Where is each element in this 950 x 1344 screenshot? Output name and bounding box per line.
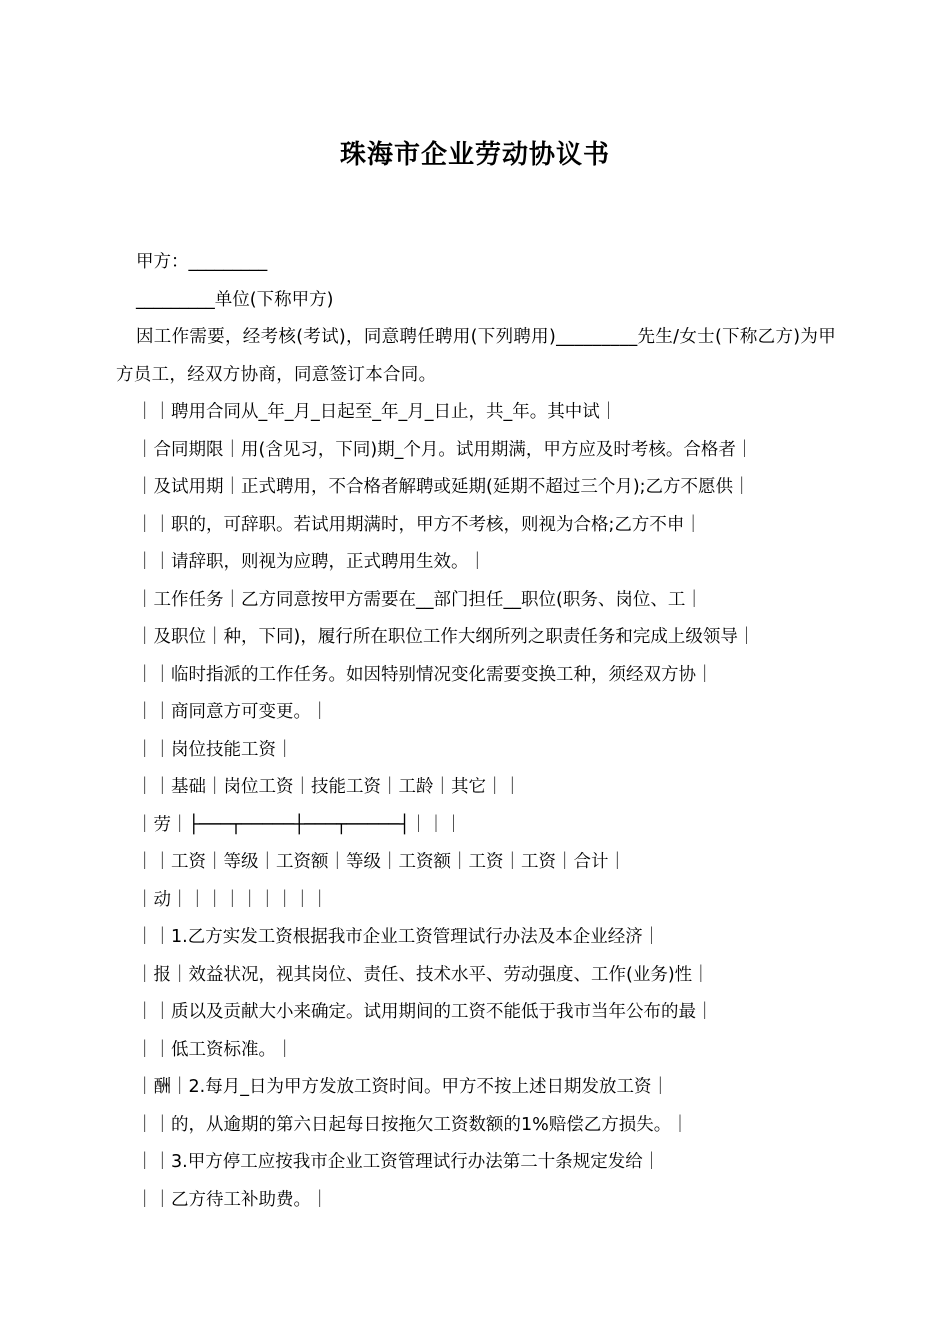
table-line: ｜｜商同意方可变更。｜ <box>136 702 329 722</box>
document-body <box>116 244 841 1219</box>
table-line: ｜劳｜├───┬─────┼───┬─────┤｜｜｜ <box>136 814 463 835</box>
table-line: ｜｜低工资标准。｜ <box>136 1039 294 1060</box>
party-a-unit-line: _________单位(下称甲方) <box>136 289 334 310</box>
table-line: ｜｜聘用合同从_年_月_日起至_年_月_日止，共_年。其中试｜ <box>136 402 618 422</box>
table-line: ｜｜职的，可辞职。若试用期满时，甲方不考核，则视为合格;乙方不申｜ <box>136 514 702 535</box>
table-line: ｜报｜效益状况，视其岗位、责任、技术水平、劳动强度、工作(业务)性｜ <box>136 964 710 985</box>
intro-paragraph: 因工作需要，经考核(考试)，同意聘任聘用(下列聘用)_________先生/女士(下称乙方)为甲方员工，经双方协商，同意签订本合同。 <box>116 327 837 385</box>
party-a-line: 甲方：_________ <box>136 252 268 272</box>
table-line: ｜及试用期｜正式聘用，不合格者解聘或延期(延期不超过三个月);乙方不愿供｜ <box>136 477 751 497</box>
table-line: ｜｜请辞职，则视为应聘，正式聘用生效。｜ <box>136 552 486 572</box>
table-line: ｜｜3.甲方停工应按我市企业工资管理试行办法第二十条规定发给｜ <box>136 1152 661 1172</box>
table-line: ｜｜乙方待工补助费。｜ <box>136 1189 329 1210</box>
table-line: ｜｜工资｜等级｜工资额｜等级｜工资额｜工资｜工资｜合计｜ <box>136 852 626 872</box>
table-line: ｜合同期限｜用(含见习，下同)期_个月。试用期满，甲方应及时考核。合格者｜ <box>136 439 754 460</box>
table-line: ｜｜基础｜岗位工资｜技能工资｜工龄｜其它｜｜ <box>136 777 521 797</box>
table-line: ｜及职位｜种，下同)，履行所在职位工作大纲所列之职责任务和完成上级领导｜ <box>136 627 756 647</box>
table-line: ｜｜的，从逾期的第六日起每日按拖欠工资数额的1%赔偿乙方损失。｜ <box>136 1114 689 1135</box>
table-line: ｜工作任务｜乙方同意按甲方需要在__部门担任__职位(职务、岗位、工｜ <box>136 589 703 610</box>
table-line: ｜｜质以及贡献大小来确定。试用期间的工资不能低于我市当年公布的最｜ <box>136 1002 714 1022</box>
table-line: ｜｜岗位技能工资｜ <box>136 739 294 760</box>
table-line: ｜酬｜2.每月_日为甲方发放工资时间。甲方不按上述日期发放工资｜ <box>136 1077 669 1097</box>
document-title: 珠海市企业劳动协议书 <box>339 140 610 170</box>
table-line: ｜动｜｜｜｜｜｜｜｜｜ <box>136 889 329 910</box>
table-line: ｜｜临时指派的工作任务。如因特别情况变化需要变换工种，须经双方协｜ <box>136 664 714 685</box>
table-line: ｜｜1.乙方实发工资根据我市企业工资管理试行办法及本企业经济｜ <box>136 927 661 947</box>
